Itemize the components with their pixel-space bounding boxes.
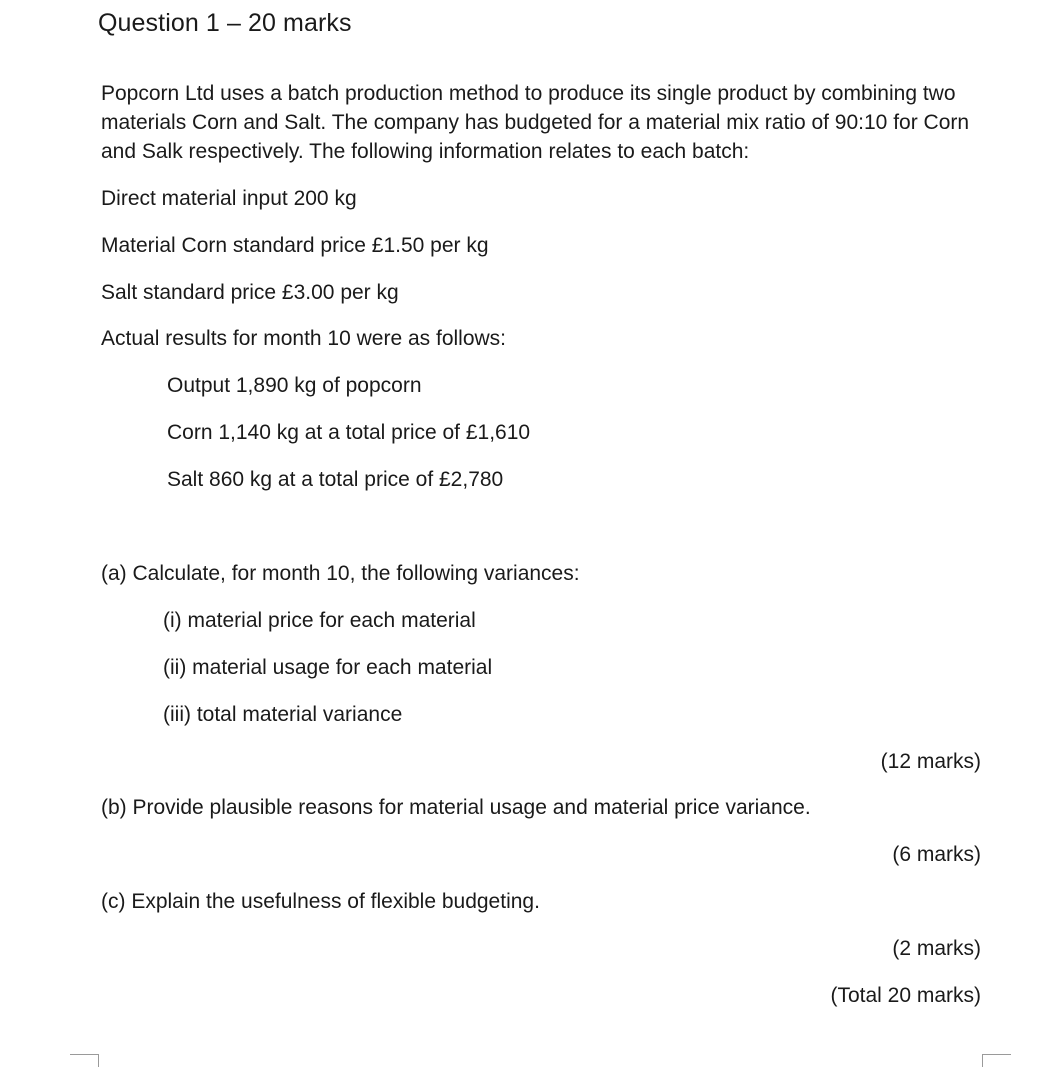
part-a-marks: (12 marks) [880,750,981,773]
part-a-prompt: (a) Calculate, for month 10, the following variances: [101,562,580,585]
part-c-marks: (2 marks) [892,937,981,960]
page-corner-mark-left [70,1054,99,1067]
intro-paragraph: Popcorn Ltd uses a batch production method to produce its single product by combining two materials Corn and Salt. The company has budgeted for a material mix ratio of 90:10 for Corn and Salk respectively. The following information relates to each batch: [101,82,970,163]
actual-output-line: Output 1,890 kg of popcorn [167,374,422,397]
page-corner-mark-right [982,1054,1011,1067]
question-heading: Question 1 – 20 marks [98,9,352,37]
part-c-prompt: (c) Explain the usefulness of flexible budgeting. [101,890,540,913]
actual-salt-line: Salt 860 kg at a total price of £2,780 [167,468,504,491]
actual-corn-line: Corn 1,140 kg at a total price of £1,610 [167,421,531,444]
part-b-prompt: (b) Provide plausible reasons for material usage and material price variance. [101,796,811,819]
corn-price-line: Material Corn standard price £1.50 per kg [101,234,489,257]
part-a-item-i: (i) material price for each material [163,609,476,632]
part-b-marks: (6 marks) [892,843,981,866]
total-marks: (Total 20 marks) [830,984,981,1007]
salt-price-line: Salt standard price £3.00 per kg [101,281,399,304]
actual-results-intro: Actual results for month 10 were as follows: [101,327,507,350]
part-a-item-ii: (ii) material usage for each material [163,656,493,679]
part-a-item-iii: (iii) total material variance [163,703,403,726]
batch-input-line: Direct material input 200 kg [101,187,357,210]
